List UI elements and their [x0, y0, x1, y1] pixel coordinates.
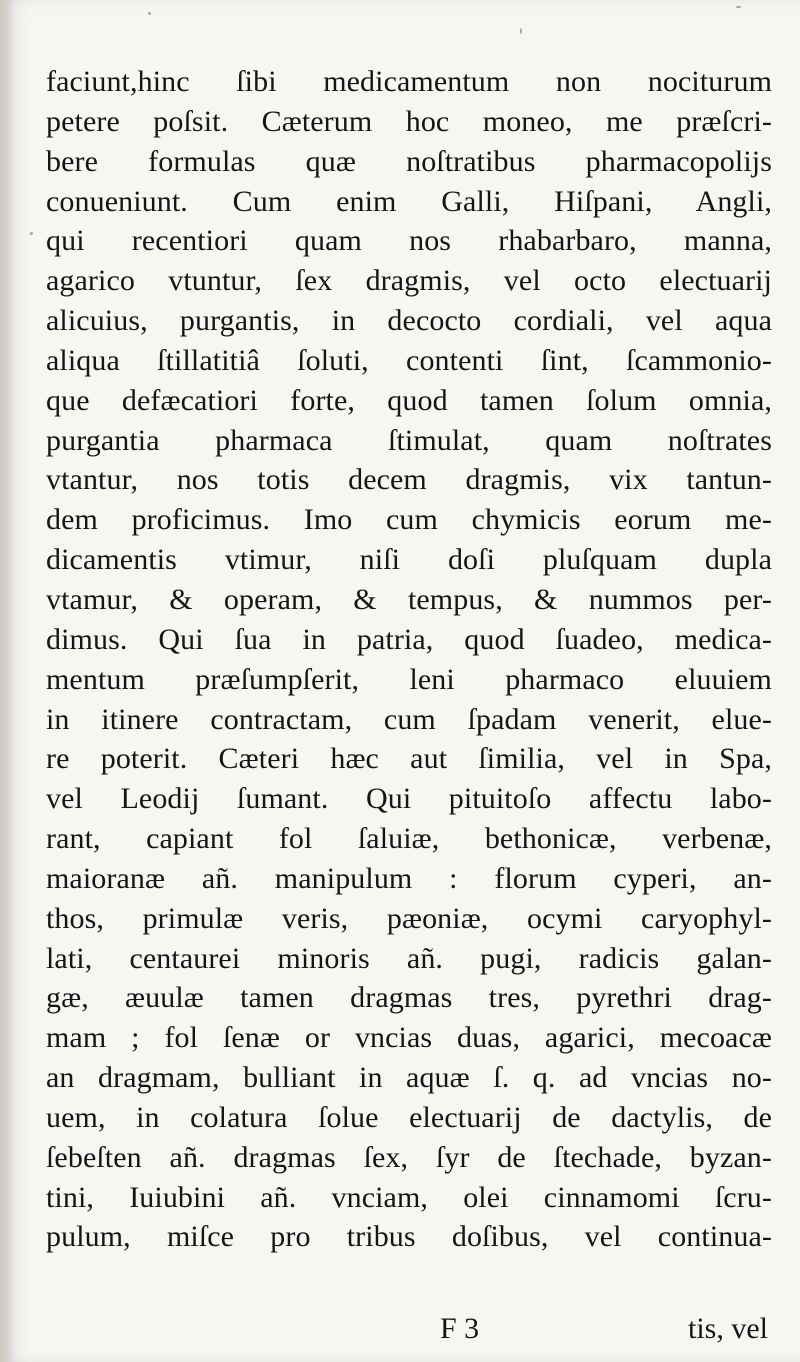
ink-speck [30, 232, 33, 235]
text-line: tini, Iuiubini añ. vnciam, olei cinnamomi ſcru- [46, 1180, 772, 1214]
text-line: an dragmam, bulliant in aquæ ſ. q. ad vncias no- [46, 1061, 772, 1095]
signature-mark: F 3 [440, 1312, 480, 1345]
text-line: in itinere contractam, cum ſpadam venerit, elue- [46, 702, 772, 736]
page-gutter-shadow [0, 0, 14, 1362]
text-line: qui recentiori quam nos rhabarbaro, manna, [46, 224, 772, 258]
text-line: dimus. Qui ſua in patria, quod ſuadeo, medica- [46, 622, 772, 656]
text-line: vtantur, nos totis decem dragmis, vix tantun- [46, 463, 772, 497]
text-line: thos, primulæ veris, pæoniæ, ocymi caryophyl- [46, 901, 772, 935]
text-line: vtamur, & operam, & tempus, & nummos per- [46, 582, 772, 616]
text-line: lati, centaurei minoris añ. pugi, radicis galan- [46, 941, 772, 975]
text-line: alicuius, purgantis, in decocto cordiali, vel aqua [46, 304, 772, 338]
text-line: bere formulas quæ noſtratibus pharmacopolijs [46, 144, 772, 178]
text-line: aliqua ſtillatitiâ ſoluti, contenti ſint, ſcammonio- [46, 343, 772, 377]
text-line: faciunt,hinc ſibi medicamentum non nociturum [46, 65, 772, 98]
page-footer [0, 1312, 800, 1352]
text-line: pulum, miſce pro tribus doſibus, vel continua- [46, 1220, 772, 1254]
text-line: re poterit. Cæteri hæc aut ſimilia, vel in Spa, [46, 742, 772, 776]
text-line: mam ; fol ſenæ or vncias duas, agarici, mecoacæ [46, 1021, 772, 1055]
ink-speck [148, 12, 151, 15]
text-line: mentum præſumpſerit, leni pharmaco eluuiem [46, 662, 772, 696]
text-line: dem proficimus. Imo cum chymicis eorum me- [46, 503, 772, 537]
text-line: maioranæ añ. manipulum : florum cyperi, an- [46, 861, 772, 895]
text-line: vel Leodij ſumant. Qui pituitoſo affectu labo- [46, 782, 772, 816]
text-line: rant, capiant fol ſaluiæ, bethonicæ, verbenæ, [46, 822, 772, 856]
text-line: purgantia pharmaca ſtimulat, quam noſtrates [46, 423, 772, 457]
text-line: dicamentis vtimur, niſi doſi pluſquam dupla [46, 543, 772, 577]
text-line: ſebeſten añ. dragmas ſex, ſyr de ſtechade, byzan- [46, 1140, 772, 1174]
ink-speck [520, 28, 522, 34]
catchword: tis, vel [688, 1312, 768, 1345]
text-line: uem, in colatura ſolue electuarij de dactylis, de [46, 1100, 772, 1134]
text-line: agarico vtuntur, ſex dragmis, vel octo electuarij [46, 264, 772, 298]
latin-text-block [46, 62, 772, 1257]
text-line: petere poſsit. Cæterum hoc moneo, me præſcri- [46, 104, 772, 138]
text-line: conueniunt. Cum enim Galli, Hiſpani, Angli, [46, 184, 772, 218]
text-line: que defæcatiori forte, quod tamen ſolum omnia, [46, 383, 772, 417]
ink-speck [736, 6, 741, 8]
text-line: gæ, æuulæ tamen dragmas tres, pyrethri drag- [46, 981, 772, 1015]
